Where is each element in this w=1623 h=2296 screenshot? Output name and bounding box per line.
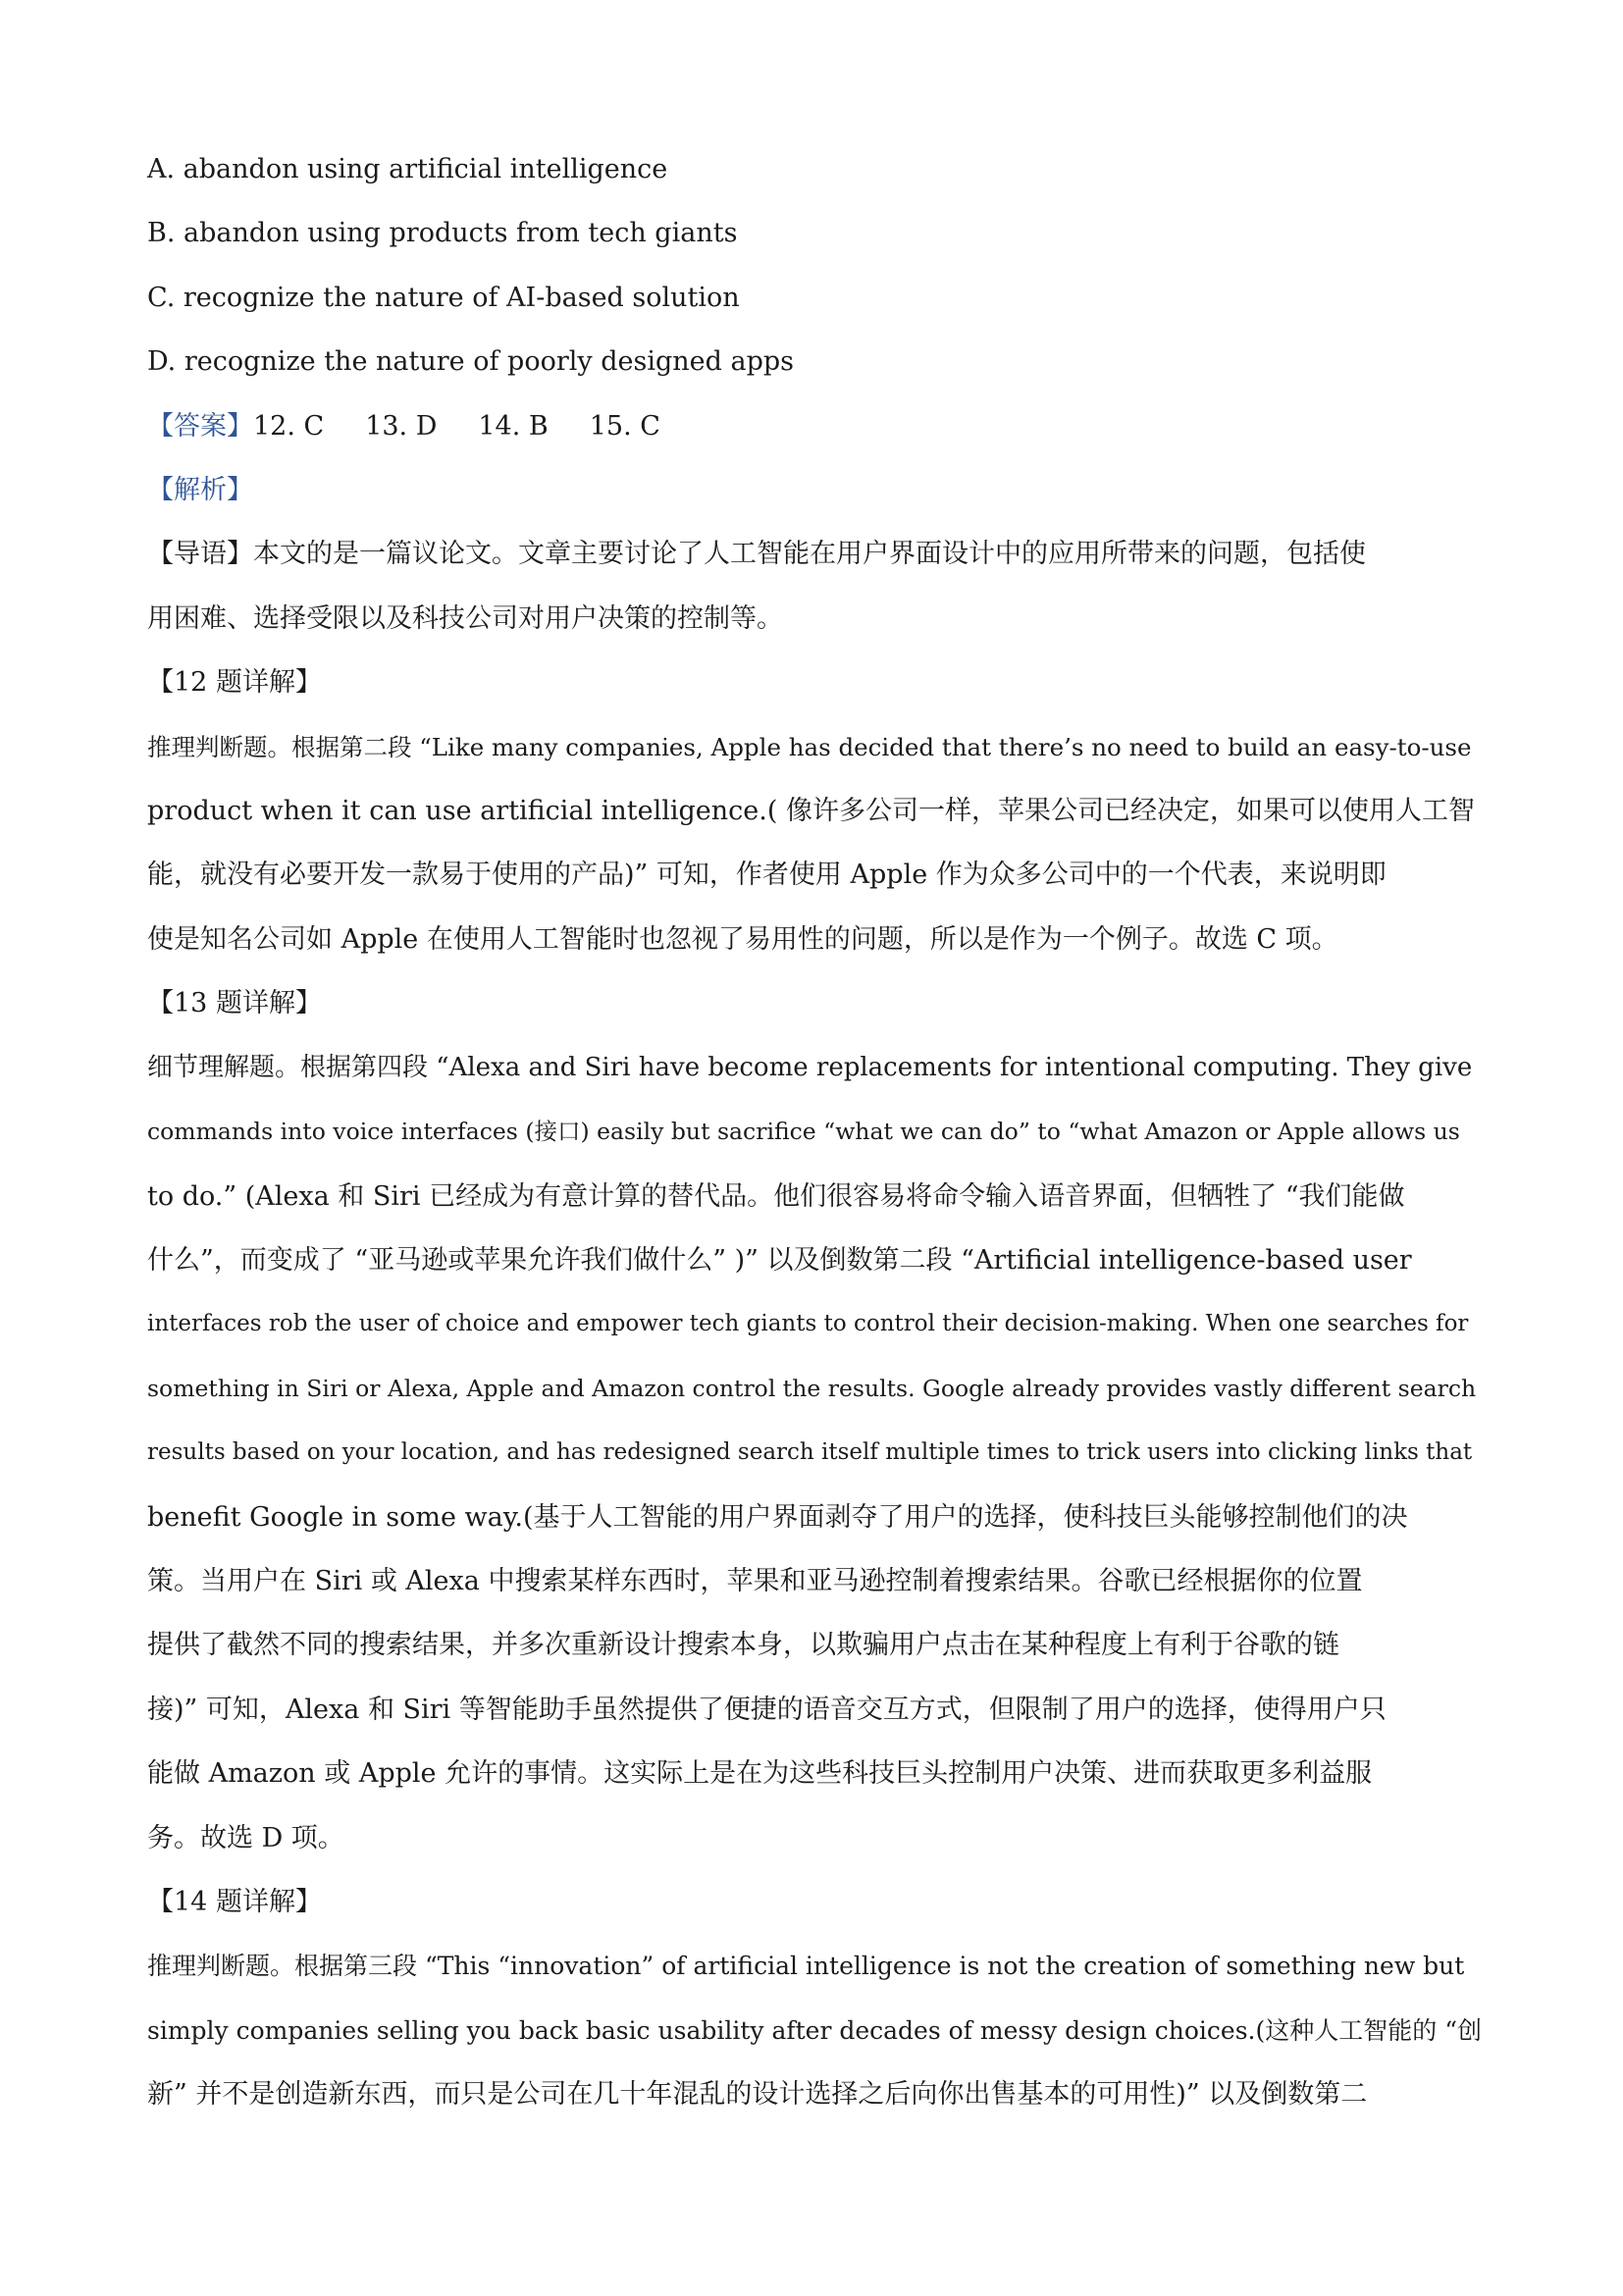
q13-line-9: 策。当用户在 Siri 或 Alexa 中搜索某样东西时，苹果和亚马逊控制着搜索结果。谷歌已经根据你的位置 (147, 1565, 1363, 1596)
q14-line-1: 推理判断题。根据第三段 “This “innovation” of artificial intelligence is not the creation of something new but (147, 1952, 1465, 1981)
q13-line-2: commands into voice interfaces (接口) easily but sacrifice “what we can do” to “what Amazon or Apple allows us (147, 1118, 1460, 1146)
q13-line-1: 细节理解题。根据第四段 “Alexa and Siri have become replacements for intentional computing. They give (147, 1052, 1473, 1082)
q12-line-1: 推理判断题。根据第二段 “Like many companies, Apple has decided that there’s no need to build an easy-to-use (147, 732, 1472, 761)
option-d: D. recognize the nature of poorly designed apps (147, 346, 794, 378)
q13-line-10: 提供了截然不同的搜索结果，并多次重新设计搜索本身，以欺骗用户点击在某种程度上有利于谷歌的链 (147, 1630, 1339, 1661)
analysis-label: 【解析】 (147, 475, 253, 506)
q13-line-4: 什么”，而变成了 “亚马逊或苹果允许我们做什么” )” 以及倒数第二段 “Artificial intelligence-based user (147, 1244, 1412, 1276)
q13-line-11: 接)” 可知，Alexa 和 Siri 等智能助手虽然提供了便捷的语音交互方式，但限制了用户的选择，使得用户只 (147, 1694, 1387, 1725)
answer-12: 12. C (253, 410, 325, 442)
answer-13: 13. D (365, 410, 438, 442)
q12-line-4: 使是知名公司如 Apple 在使用人工智能时也忽视了易用性的问题，所以是作为一个例子。故选 C 项。 (147, 923, 1338, 955)
q13-line-12: 能做 Amazon 或 Apple 允许的事情。这实际上是在为这些科技巨头控制用户决策、进而获取更多利益服 (147, 1758, 1373, 1790)
intro-label: 【导语】 (147, 539, 253, 570)
q13-line-3: to do.” (Alexa 和 Siri 已经成为有意计算的替代品。他们很容易将命令输入语音界面，但牺牲了 “我们能做 (147, 1180, 1405, 1212)
answer-15: 15. C (589, 410, 660, 442)
q12-line-2: product when it can use artificial intelligence.( 像许多公司一样，苹果公司已经决定，如果可以使用人工智 (147, 796, 1475, 827)
q13-heading: 【13 题详解】 (147, 988, 322, 1019)
q12-line-3: 能，就没有必要开发一款易于使用的产品)” 可知，作者使用 Apple 作为众多公司中的一个代表，来说明即 (147, 860, 1387, 891)
q12-heading: 【12 题详解】 (147, 667, 322, 699)
q13-line-13: 务。故选 D 项。 (147, 1822, 344, 1853)
option-b: B. abandon using products from tech giants (147, 218, 738, 249)
q13-line-5: interfaces rob the user of choice and empower tech giants to control their decision-making. When one searches for (147, 1311, 1469, 1337)
option-a: A. abandon using artificial intelligence (147, 154, 668, 184)
q14-line-2: simply companies selling you back basic usability after decades of messy design choices.(这种人工智能的 “创 (147, 2015, 1482, 2045)
q13-line-7: results based on your location, and has redesigned search itself multiple times to trick users into clicking links that (147, 1439, 1473, 1466)
q13-line-8: benefit Google in some way.(基于人工智能的用户界面剥夺了用户的选择，使科技巨头能够控制他们的决 (147, 1501, 1408, 1533)
q14-heading: 【14 题详解】 (147, 1886, 322, 1917)
intro-line-2: 用困难、选择受限以及科技公司对用户决策的控制等。 (147, 602, 783, 634)
intro-line-1 (147, 522, 1486, 586)
answer-14: 14. B (478, 410, 549, 442)
q14-line-3: 新” 并不是创造新东西，而只是公司在几十年混乱的设计选择之后向你出售基本的可用性)” 以及倒数第二 (147, 2079, 1368, 2111)
answer-label: 【答案】 (147, 410, 253, 442)
option-c: C. recognize the nature of AI-based solution (147, 282, 740, 313)
answer-line (147, 394, 1486, 458)
q13-line-6: something in Siri or Alexa, Apple and Amazon control the results. Google already provides vastly different search (147, 1374, 1477, 1402)
intro-text-1: 本文的是一篇议论文。文章主要讨论了人工智能在用户界面设计中的应用所带来的问题，包括使 (253, 539, 1366, 570)
